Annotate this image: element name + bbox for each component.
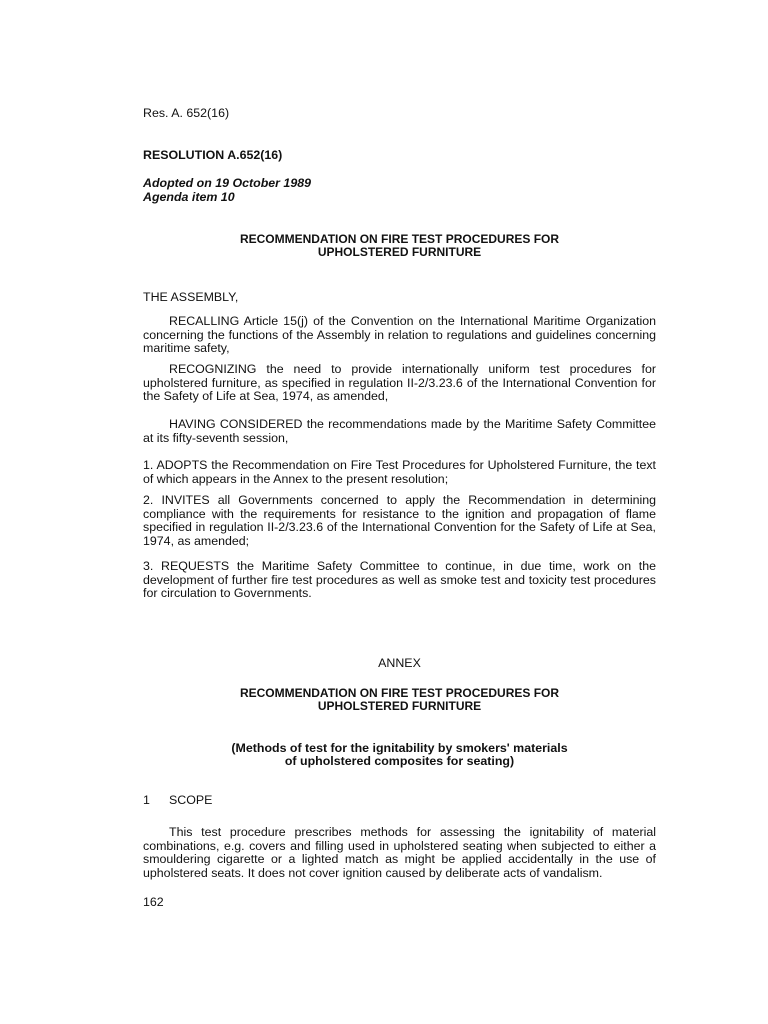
having-considered-paragraph: HAVING CONSIDERED the recommendations made by the Maritime Safety Committee at its fifty-seventh session, [143,417,656,445]
resolution-title: RESOLUTION A.652(16) [143,148,283,162]
page-number: 162 [143,895,164,909]
adopted-date: Adopted on 19 October 1989 [143,176,311,190]
operative-paragraph-1: 1. ADOPTS the Recommendation on Fire Test Procedures for Upholstered Furniture, the text of which appears in the Annex to the present resolution; [143,458,656,486]
recalling-paragraph: RECALLING Article 15(j) of the Convention on the International Maritime Organization concerning the functions of the Assembly in relation to regulations and guidelines concerning maritime safety, [143,314,656,356]
annex-title-line1: RECOMMENDATION ON FIRE TEST PROCEDURES FOR [239,686,560,700]
annex-title-line2: UPHOLSTERED FURNITURE [317,699,482,713]
scope-heading: SCOPE [169,793,213,807]
operative-paragraph-3: 3. REQUESTS the Maritime Safety Committee to continue, in due time, work on the development of further fire test procedures as well as smoke test and toxicity test procedures for circulation to Governments. [143,559,656,601]
running-header: Res. A. 652(16) [143,106,230,120]
main-title-line1: RECOMMENDATION ON FIRE TEST PROCEDURES FOR [239,232,560,246]
recognizing-paragraph: RECOGNIZING the need to provide internationally uniform test procedures for upholstered furniture, as specified in regulation II-2/3.23.6 of the International Convention for the Safety of Life at Sea, 1974, as amended, [143,362,656,404]
agenda-item: Agenda item 10 [143,190,235,204]
methods-subtitle-line1: (Methods of test for the ignitability by smokers' materials [231,741,568,755]
assembly-heading: THE ASSEMBLY, [143,290,239,304]
scope-paragraph: This test procedure prescribes methods for assessing the ignitability of material combinations, e.g. covers and filling used in upholstered seating when subjected to either a smouldering cigarette or a lighted match as might be applied accidentally in the use of upholstered seats. It does not cover ignition caused by deliberate acts of vandalism. [143,825,656,880]
main-title-line2: UPHOLSTERED FURNITURE [317,245,482,259]
operative-paragraph-2: 2. INVITES all Governments concerned to apply the Recommendation in determining compliance with the requirements for resistance to the ignition and propagation of flame specified in regulation II-2/3.23.6 of the International Convention for the Safety of Life at Sea, 1974, as amended; [143,493,656,548]
methods-subtitle-line2: of upholstered composites for seating) [284,754,515,768]
annex-heading: ANNEX [378,656,421,670]
scope-number: 1 [143,793,150,807]
